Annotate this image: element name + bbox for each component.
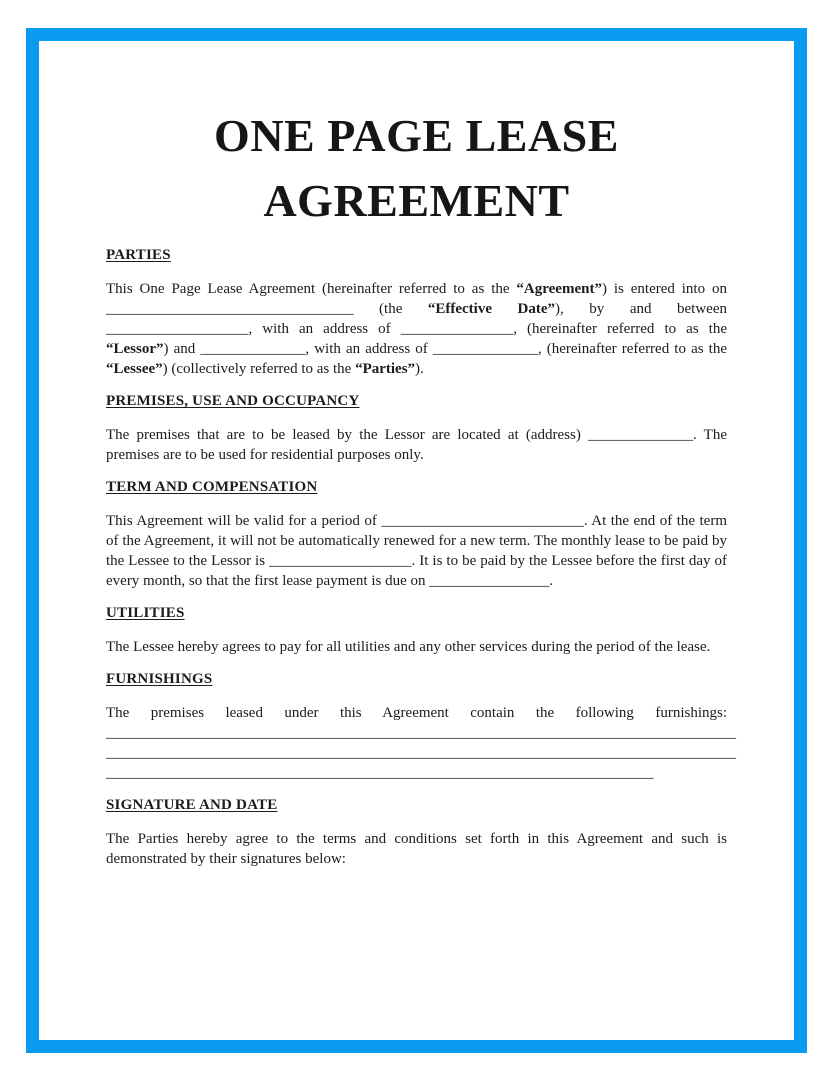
blank-monthly-lease: ___________________ xyxy=(269,553,412,569)
blank-furnishings-line-3: _________________________________________________________________________ xyxy=(106,765,654,781)
text-segment: . The premises are to be used for residential purposes only. xyxy=(106,427,727,463)
blank-lessor-address: _______________ xyxy=(400,321,514,337)
section-furnishings xyxy=(106,669,736,783)
section-paragraph-premises xyxy=(106,425,727,465)
blank-lessee-name: ______________ xyxy=(200,341,306,357)
text-segment: , (hereinafter referred to as the xyxy=(537,341,727,357)
section-heading-premises: PREMISES, USE AND OCCUPANCY xyxy=(106,393,360,409)
bold-term: “Effective Date” xyxy=(427,301,556,317)
text-segment: This Agreement will be valid for a period of xyxy=(106,513,382,529)
text-segment: The Parties hereby agree to the terms and conditions set forth in this Agreement and such is demonstrated by their signatures below: xyxy=(106,831,727,867)
bold-term: “Parties” xyxy=(355,361,416,377)
document-page xyxy=(39,41,794,869)
section-signature xyxy=(106,795,727,869)
section-heading-parties: PARTIES xyxy=(106,247,171,263)
section-premises xyxy=(106,391,727,465)
text-segment: The premises leased under this Agreement contain the following furnishings: xyxy=(106,705,727,721)
section-utilities xyxy=(106,603,727,657)
blank-first-payment-date: ________________ xyxy=(429,573,550,589)
text-segment: This One Page Lease Agreement (hereinafter referred to as the xyxy=(106,281,517,297)
blank-furnishings-line-2: ____________________________________________________________________________________ xyxy=(106,745,736,761)
text-segment: . At the end of the term of the Agreement, it will not be automatically renewed for a new term. The monthly lease to be paid by the Lessee to the Lessor is xyxy=(106,513,727,569)
bold-term: “Lessee” xyxy=(106,361,163,377)
text-segment: , with an address of xyxy=(305,341,433,357)
bold-term: “Lessor” xyxy=(106,341,164,357)
section-paragraph-utilities xyxy=(106,637,727,657)
blank-term-period: ___________________________ xyxy=(381,513,584,529)
section-paragraph-parties xyxy=(106,279,727,379)
text-segment: , with an address of xyxy=(248,321,401,337)
page-border xyxy=(26,28,807,1053)
section-heading-utilities: UTILITIES xyxy=(106,605,185,621)
text-segment: ) and xyxy=(163,341,201,357)
blank-lessee-address: ______________ xyxy=(432,341,538,357)
section-paragraph-signature xyxy=(106,829,727,869)
text-segment: The Lessee hereby agrees to pay for all utilities and any other services during the period of the lease. xyxy=(106,639,711,655)
text-segment: ) (collectively referred to as the xyxy=(162,361,356,377)
section-heading-furnishings: FURNISHINGS xyxy=(106,671,213,687)
text-segment: ). xyxy=(415,361,424,377)
blank-effective-date: _________________________________ xyxy=(106,301,354,317)
text-segment: The premises that are to be leased by the Lessor are located at (address) xyxy=(106,427,589,443)
blank-lessor-name: ___________________ xyxy=(106,321,249,337)
section-parties xyxy=(106,245,727,379)
section-paragraph-furnishings xyxy=(106,703,736,783)
section-term xyxy=(106,477,727,591)
section-heading-term: TERM AND COMPENSATION xyxy=(106,479,318,495)
text-segment: ), by and between xyxy=(555,301,727,317)
section-heading-signature: SIGNATURE AND DATE xyxy=(106,797,278,813)
blank-premises-address: ______________ xyxy=(588,427,694,443)
text-segment: ) is entered into on xyxy=(601,281,727,297)
document-title-line2: AGREEMENT xyxy=(263,175,570,226)
bold-term: “Agreement” xyxy=(516,281,602,297)
text-segment: (the xyxy=(353,301,428,317)
text-segment: , (hereinafter referred to as the xyxy=(513,321,728,337)
blank-furnishings-line-1: ____________________________________________________________________________________ xyxy=(106,725,736,741)
text-segment: . xyxy=(549,573,554,589)
document-title xyxy=(106,103,727,233)
section-paragraph-term xyxy=(106,511,727,591)
document-title-line1: ONE PAGE LEASE xyxy=(214,110,619,161)
text-segment: . It is to be paid by the Lessee before the first day of every month, so that the first lease payment is due on xyxy=(106,553,728,589)
